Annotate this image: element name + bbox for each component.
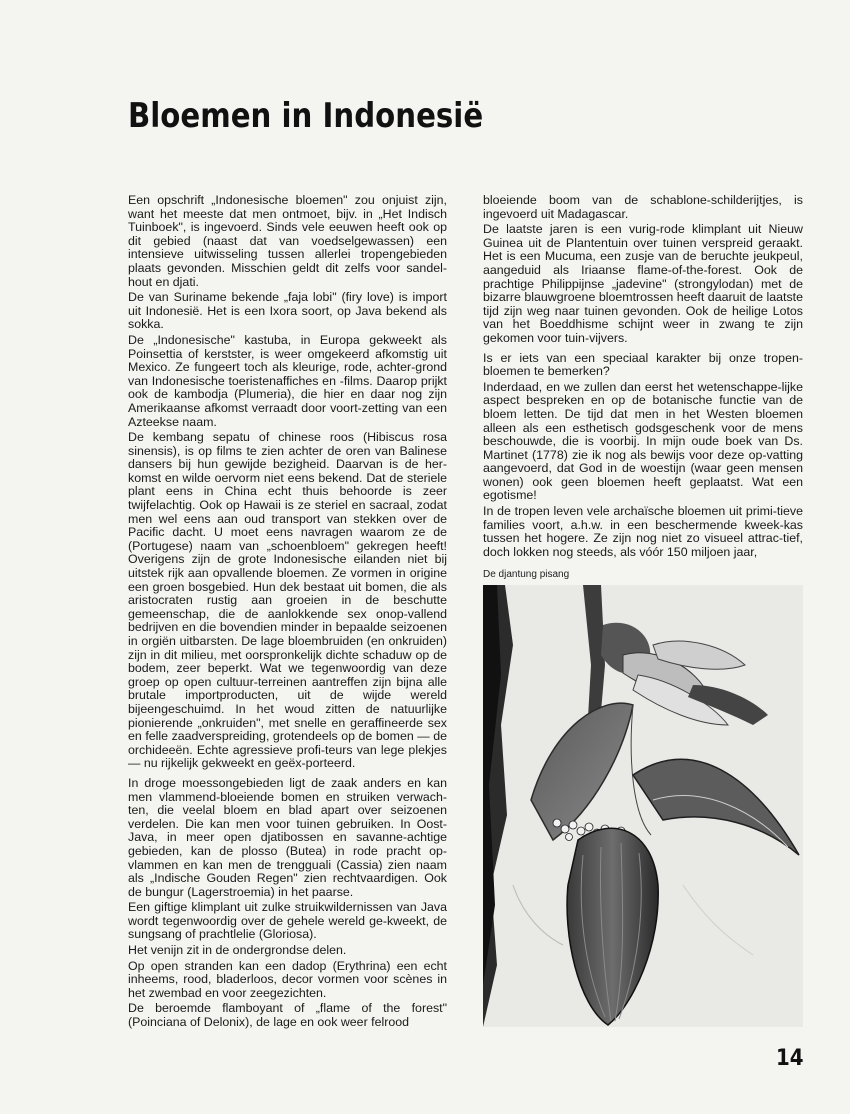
right-text-column (483, 194, 803, 561)
photo-caption: De djantung pisang (483, 569, 570, 580)
paragraph: De beroemde flamboyant of „flame of the forest" (Poinciana of Delonix), de lage en ook weer felrood (128, 1001, 447, 1030)
paragraph: De „Indonesische" kastuba, in Europa gekweekt als Poinsettia of kerstster, is weer omgekeerd afkomstig uit Mexico. Ze fungeert toch als kleurige, rode, achter-grond van Indonesische toeristenaffiches en -films. Daarop prijkt ook de kambodja (Plumeria), die hier en daar nog zijn Amerikaanse afkomst verraadt door voort-zetting van een Azteekse naam. (128, 332, 447, 429)
paragraph: De laatste jaren is een vurig-rode klimplant uit Nieuw Guinea uit de Plantentuin over tuinen verspreid geraakt. Het is een Mucuma, een zusje van de beruchte jeukpeul, aangeduid als Iriaanse flame-of-the-forest. Ook de prachtige Philippijnse „jadevine" (strongylodan) met de bizarre blauwgroene bloemtrossen heeft daaruit de laatste tijd zijn weg naar tuinen gevonden. Ook de heilige Lotos van het Boeddhisme schijnt weer in zwang te zijn gekomen voor tuin-vijvers. (483, 222, 803, 345)
paragraph: De kembang sepatu of chinese roos (Hibiscus rosa sinensis), is op films te zien achter de oren van Balinese dansers bij hun gewijde bezigheid. Daarvan is de her-komst en wilde oervorm niet eens bekend. Dat de steriele plant eens in China echt thuis behoorde is zeer twijfelachtig. Ook op Hawaii is ze steriel en sacraal, zodat men wel eens aan oud transport van stekken over de Pacific dacht. U moet eens navragen waarom ze de (Portugese) naam van „schoenbloem" gekregen heeft! Overigens zijn de grote Indonesische eilanden niet bij uitstek rijk aan opvallende bloemen. Ze vormen in origine een groen bosgebied. Hun dek bestaat uit bomen, die als aristocraten rustig aan groeien in de beschutte gemeenschap, die de aanlokkende sex onop-vallend bedrijven en die bovendien minder in bepaalde seizoenen in orgiën uitbarsten. De lage bloembruiden (en onkruiden) zijn in dit milieu, met oorspronkelijk dichte schaduw op de bodem, zeer beperkt. Wat we tegenwoordig van deze groep op open cultuur-terreinen aantreffen zijn bijna alle brutale importproducten, uit de wijde wereld bijeengeschuimd. In het woud zitten de natuurlijke pionierende „onkruiden", met snelle en geraffineerde sex en felle zaadverspreiding, grotendeels op de bomen — de orchideeën. Echte agressieve profi-teurs van lege plekjes — nu rijkelijk gekweekt en geëx-porteerd. (128, 430, 447, 771)
paragraph: In de tropen leven vele archaïsche bloemen uit primi-tieve families voort, a.h.w. in een beschermende kweek-kas tussen het hogere. Ze zijn nog niet zo visueel attrac-tief, doch lokken nog steeds, als vóór 150 miljoen jaar, (483, 504, 803, 559)
paragraph: In droge moessongebieden ligt de zaak anders en kan men vlammend-bloeiende bomen en struiken verwach-ten, die veelal bloem en blad apart over seizoenen verdelen. Die kan men voor tuinen gebruiken. In Oost-Java, in meer open djatibossen en savanne-achtige gebieden, kan de plosso (Butea) in rode pracht op-vlammen en kan men de trengguali (Cassia) zien naam als „Indische Gouden Regen" zien rechtvaardigen. Ook de bungur (Lagerstroemia) in het paarse. (128, 775, 447, 899)
banana-flower-photo (483, 585, 803, 1027)
paragraph: Een giftige klimplant uit zulke struikwildernissen van Java wordt tegenwoordig over de gehele wereld ge-kweekt, de sungsang of prachtlelie (Gloriosa). (128, 900, 447, 942)
paragraph: Een opschrift „Indonesische bloemen" zou onjuist zijn, want het meeste dat men ontmoet, bijv. in „Het Indisch Tuinboek", is ingevoerd. Sinds vele eeuwen heeft ook op dit gebied (naast dat van voedselgewassen) een intensieve uitwisseling tussen allerlei tropengebieden plaats gevonden. Misschien geldt dit zelfs voor sandel-hout en djati. (128, 193, 447, 289)
article-title: Bloemen in Indonesië (128, 96, 484, 136)
page-number: 14 (776, 1046, 804, 1071)
paragraph: Inderdaad, en we zullen dan eerst het wetenschappe-lijke aspect bespreken en op de botanische functie van de bloem letten. De tijd dat men in het Westen bloemen alleen als een esthetisch godsgeschenk voor de mens beschouwde, die is voorbij. In mijn oude boek van Ds. Martinet (1778) zie ik nog als bewijs voor deze op-vatting aangevoerd, dat God in de woestijn (waar geen mensen wonen) ook geen bloemen heeft geplaatst. Wat een egotisme! (483, 379, 803, 503)
paragraph: bloeiende boom van de schablone-schilderijtjes, is ingevoerd uit Madagascar. (483, 193, 803, 221)
left-text-column (128, 194, 447, 1032)
paragraph: Is er iets van een speciaal karakter bij onze tropen-bloemen te bemerken? (483, 350, 803, 379)
banana-flower-illustration (483, 585, 803, 1027)
paragraph: Het venijn zit in de ondergrondse delen. (128, 943, 347, 958)
paragraph: De van Suriname bekende „faja lobi" (firy love) is import uit Indonesië. Het is een Ixora soort, op Java bekend als sokka. (128, 290, 447, 332)
paragraph: Op open stranden kan een dadop (Erythrina) een echt inheems, rood, bladerloos, decor vormen voor scènes in het zwembad en voor zeegezichten. (128, 958, 447, 1000)
